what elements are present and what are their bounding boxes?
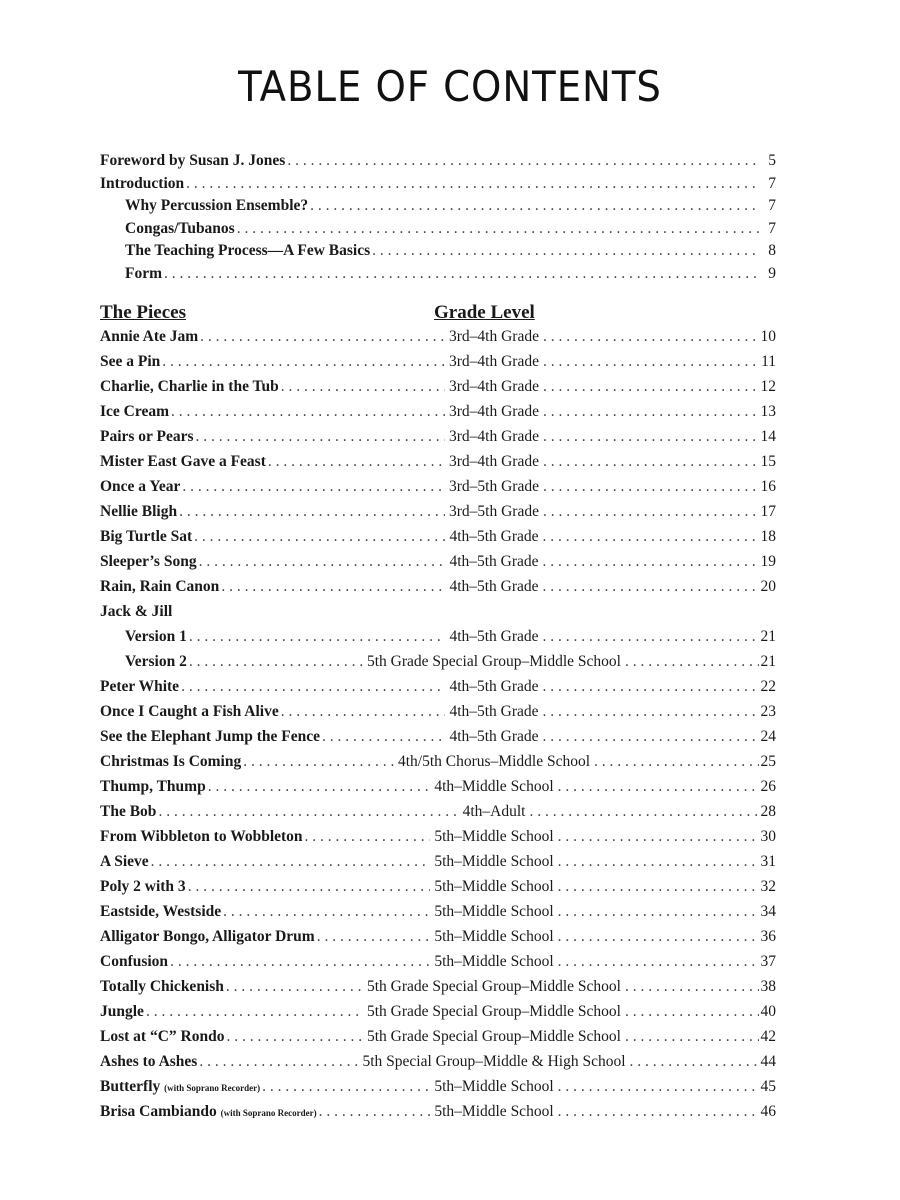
pieces-column-heading: The Pieces [100, 302, 187, 323]
dot-leader [186, 175, 760, 193]
toc-entry [100, 478, 776, 503]
dot-leader [558, 778, 759, 796]
toc-entry [100, 703, 776, 728]
entry-title: See a Pin [100, 353, 161, 370]
toc-entry [100, 978, 776, 1003]
entry-grade: 4th/5th Chorus–Middle School [397, 753, 591, 770]
toc-entry [100, 878, 776, 903]
toc-entry [100, 928, 776, 953]
dot-leader [543, 378, 759, 396]
entry-page: 19 [760, 553, 776, 570]
dot-leader [262, 1078, 430, 1096]
entry-page: 34 [760, 903, 776, 920]
entry-grade: 3rd–4th Grade [449, 378, 539, 395]
entry-grade: 4th–5th Grade [449, 553, 539, 570]
dot-leader [226, 978, 363, 996]
entry-title: Form [125, 264, 163, 282]
entry-title: Confusion [100, 953, 169, 970]
toc-entry [100, 328, 776, 353]
entry-grade: 5th–Middle School [434, 828, 554, 845]
dot-leader [543, 403, 759, 421]
dot-leader [287, 152, 760, 170]
dot-leader [189, 628, 446, 646]
dot-leader [305, 828, 431, 846]
dot-leader [182, 478, 445, 496]
entry-page: 7 [768, 197, 776, 214]
entry-grade: 4th–5th Grade [449, 628, 539, 645]
entry-page: 26 [760, 778, 776, 795]
entry-grade: 5th–Middle School [434, 953, 554, 970]
dot-leader [226, 1028, 363, 1046]
entry-title: Totally Chickenish [100, 978, 224, 995]
toc-entry [100, 853, 776, 878]
toc-entry [100, 603, 776, 628]
toc-entry [100, 265, 776, 288]
entry-title: Big Turtle Sat [100, 528, 193, 545]
entry-page: 28 [760, 803, 776, 820]
entry-note: (with Soprano Recorder) [220, 1108, 317, 1118]
entry-title: Once I Caught a Fish Alive [100, 703, 279, 720]
dot-leader [543, 503, 759, 521]
entry-title: Charlie, Charlie in the Tub [100, 378, 279, 395]
entry-page: 14 [760, 428, 776, 445]
entry-grade: 3rd–5th Grade [449, 503, 539, 520]
dot-leader [196, 428, 445, 446]
entry-page: 25 [760, 753, 776, 770]
entry-page: 17 [760, 503, 776, 520]
entry-page: 5 [768, 152, 776, 169]
toc-entry [100, 1028, 776, 1053]
grade-column-heading: Grade Level [434, 302, 535, 323]
entry-grade: 5th–Middle School [434, 853, 554, 870]
dot-leader [158, 803, 458, 821]
entry-page: 22 [760, 678, 776, 695]
dot-leader [543, 728, 759, 746]
dot-leader [543, 328, 759, 346]
entry-title: Sleeper’s Song [100, 553, 197, 570]
dot-leader [543, 553, 759, 571]
entry-title: Foreword by Susan J. Jones [100, 152, 286, 169]
entry-grade: 4th–5th Grade [449, 578, 539, 595]
entry-grade: 5th Grade Special Group–Middle School [367, 1003, 621, 1020]
entry-grade: 4th–5th Grade [449, 703, 539, 720]
entry-grade: 4th–5th Grade [449, 678, 539, 695]
entry-grade: 5th Grade Special Group–Middle School [367, 653, 621, 670]
dot-leader [281, 703, 446, 721]
dot-leader [319, 1103, 431, 1121]
dot-leader [543, 628, 759, 646]
dot-leader [188, 878, 431, 896]
dot-leader [237, 220, 760, 238]
entry-title: Annie Ate Jam [100, 328, 199, 345]
entry-title: Rain, Rain Canon [100, 578, 220, 595]
dot-leader [372, 242, 760, 260]
entry-page: 11 [761, 353, 776, 370]
toc-entry [100, 220, 776, 243]
entry-page: 8 [768, 242, 776, 259]
dot-leader [625, 653, 759, 671]
toc-entry [100, 453, 776, 478]
dot-leader [208, 778, 431, 796]
entry-page: 38 [760, 978, 776, 995]
dot-leader [317, 928, 431, 946]
toc-entry [100, 1078, 776, 1103]
entry-grade: 5th Special Group–Middle & High School [362, 1053, 626, 1070]
entry-title: Introduction [100, 174, 185, 192]
entry-title: Thump, Thump [100, 778, 206, 795]
entry-page: 44 [760, 1053, 776, 1070]
dot-leader [558, 903, 759, 921]
entry-page: 7 [768, 174, 776, 192]
dot-leader [543, 478, 759, 496]
dot-leader [630, 1053, 759, 1071]
entry-page: 37 [760, 953, 776, 970]
dot-leader [625, 978, 759, 996]
toc-entry [100, 728, 776, 753]
entry-page: 16 [760, 478, 776, 495]
entry-grade: 4th–Adult [462, 803, 526, 820]
entry-page: 13 [760, 403, 776, 420]
entry-title: Congas/Tubanos [125, 219, 235, 237]
dot-leader [221, 578, 445, 596]
entry-page: 31 [760, 853, 776, 870]
dot-leader [543, 453, 759, 471]
toc-entry [100, 953, 776, 978]
entry-title: Jack & Jill [100, 603, 173, 620]
dot-leader [164, 265, 760, 283]
entry-grade: 4th–Middle School [434, 778, 554, 795]
entry-page: 24 [760, 728, 776, 745]
entry-title: Mister East Gave a Feast [100, 453, 266, 470]
entry-title: The Teaching Process—A Few Basics [125, 242, 371, 259]
intro-list [100, 152, 776, 287]
toc-entry [100, 1003, 776, 1028]
entry-grade: 5th–Middle School [434, 1103, 554, 1120]
dot-leader [146, 1003, 363, 1021]
entry-grade: 5th–Middle School [434, 1078, 554, 1095]
toc-entry [100, 242, 776, 265]
toc-entry [100, 403, 776, 428]
entry-title: Peter White [100, 678, 180, 695]
dot-leader [310, 197, 760, 215]
entry-grade: 5th Grade Special Group–Middle School [367, 1028, 621, 1045]
dot-leader [558, 878, 759, 896]
dot-leader [189, 653, 363, 671]
entry-page: 23 [760, 703, 776, 720]
entry-title: Pairs or Pears [100, 428, 194, 445]
entry-title: Alligator Bongo, Alligator Drum [100, 928, 315, 945]
dot-leader [194, 528, 445, 546]
toc-entry [100, 353, 776, 378]
toc-entry [100, 578, 776, 603]
entry-grade: 3rd–4th Grade [449, 453, 539, 470]
entry-grade: 3rd–5th Grade [449, 478, 539, 495]
dot-leader [558, 828, 759, 846]
entry-page: 40 [760, 1003, 776, 1020]
dot-leader [543, 678, 759, 696]
dot-leader [200, 328, 445, 346]
toc-entry [100, 803, 776, 828]
entry-page: 10 [760, 328, 776, 345]
dot-leader [558, 928, 759, 946]
entry-grade: 5th–Middle School [434, 903, 554, 920]
toc-entry [100, 1053, 776, 1078]
entry-page: 18 [760, 528, 776, 545]
entry-grade: 5th Grade Special Group–Middle School [367, 978, 621, 995]
dot-leader [543, 428, 759, 446]
entry-title: See the Elephant Jump the Fence [100, 728, 321, 745]
entry-page: 42 [760, 1028, 776, 1045]
entry-page: 45 [760, 1078, 776, 1095]
dot-leader [558, 1103, 759, 1121]
dot-leader [558, 953, 759, 971]
entry-page: 32 [760, 878, 776, 895]
entry-title: Brisa Cambiando (with Soprano Recorder) [100, 1103, 317, 1120]
entry-title: Version 2 [125, 653, 187, 670]
page-title: TABLE OF CONTENTS [238, 62, 662, 111]
entry-title: Nellie Bligh [100, 503, 178, 520]
entry-title: A Sieve [100, 853, 149, 870]
entry-page: 20 [760, 578, 776, 595]
entry-title: Eastside, Westside [100, 903, 222, 920]
toc-entry [100, 678, 776, 703]
dot-leader [543, 353, 759, 371]
dot-leader [543, 528, 759, 546]
entry-page: 30 [760, 828, 776, 845]
dot-leader [223, 903, 430, 921]
toc-entry [100, 378, 776, 403]
dot-leader [543, 703, 759, 721]
entry-page: 7 [768, 219, 776, 237]
dot-leader [179, 503, 445, 521]
toc-entry [100, 903, 776, 928]
toc-entry [100, 197, 776, 220]
dot-leader [281, 378, 445, 396]
dot-leader [529, 803, 758, 821]
entry-page: 12 [760, 378, 776, 395]
entry-title: Christmas Is Coming [100, 753, 242, 770]
toc-entry [100, 828, 776, 853]
entry-title: Butterfly (with Soprano Recorder) [100, 1078, 261, 1095]
pieces-header [100, 302, 776, 326]
entry-page: 15 [760, 453, 776, 470]
entry-page: 21 [760, 653, 776, 670]
dot-leader [170, 953, 430, 971]
dot-leader [199, 1053, 358, 1071]
entry-title: Ice Cream [100, 403, 170, 420]
toc-entry [100, 553, 776, 578]
entry-grade: 3rd–4th Grade [449, 353, 539, 370]
entry-title: Poly 2 with 3 [100, 878, 186, 895]
entry-grade: 3rd–4th Grade [449, 328, 539, 345]
dot-leader [171, 403, 445, 421]
dot-leader [151, 853, 431, 871]
toc-entry [100, 1103, 776, 1128]
entry-title: Lost at “C” Rondo [100, 1028, 225, 1045]
entry-title: Once a Year [100, 478, 181, 495]
dot-leader [558, 853, 759, 871]
dot-leader [594, 753, 758, 771]
dot-leader [543, 578, 759, 596]
entry-grade: 4th–5th Grade [449, 528, 539, 545]
toc-entry [100, 175, 776, 198]
entry-page: 36 [760, 928, 776, 945]
entry-title: Jungle [100, 1003, 144, 1020]
entry-title: Ashes to Ashes [100, 1053, 198, 1070]
entry-page: 46 [760, 1103, 776, 1120]
dot-leader [199, 553, 446, 571]
dot-leader [625, 1003, 759, 1021]
toc-entry [100, 428, 776, 453]
toc-entry [100, 528, 776, 553]
entry-grade: 4th–5th Grade [449, 728, 539, 745]
dot-leader [243, 753, 394, 771]
dot-leader [181, 678, 445, 696]
entry-note: (with Soprano Recorder) [164, 1083, 261, 1093]
dot-leader [268, 453, 445, 471]
dot-leader [558, 1078, 759, 1096]
toc-entry [100, 628, 776, 653]
entry-title: From Wibbleton to Wobbleton [100, 828, 303, 845]
toc-entry [100, 503, 776, 528]
toc-entry [100, 753, 776, 778]
entry-title: Version 1 [125, 628, 187, 645]
entry-page: 21 [760, 628, 776, 645]
entry-title: The Bob [100, 803, 157, 820]
entry-grade: 5th–Middle School [434, 878, 554, 895]
dot-leader [162, 353, 445, 371]
entry-grade: 3rd–4th Grade [449, 428, 539, 445]
toc-entry [100, 152, 776, 175]
entry-page: 9 [768, 264, 776, 282]
toc-entry [100, 778, 776, 803]
toc-entry [100, 653, 776, 678]
entry-title: Why Percussion Ensemble? [125, 197, 309, 214]
pieces-list [100, 328, 776, 1128]
entry-grade: 3rd–4th Grade [449, 403, 539, 420]
dot-leader [322, 728, 445, 746]
entry-grade: 5th–Middle School [434, 928, 554, 945]
dot-leader [625, 1028, 759, 1046]
